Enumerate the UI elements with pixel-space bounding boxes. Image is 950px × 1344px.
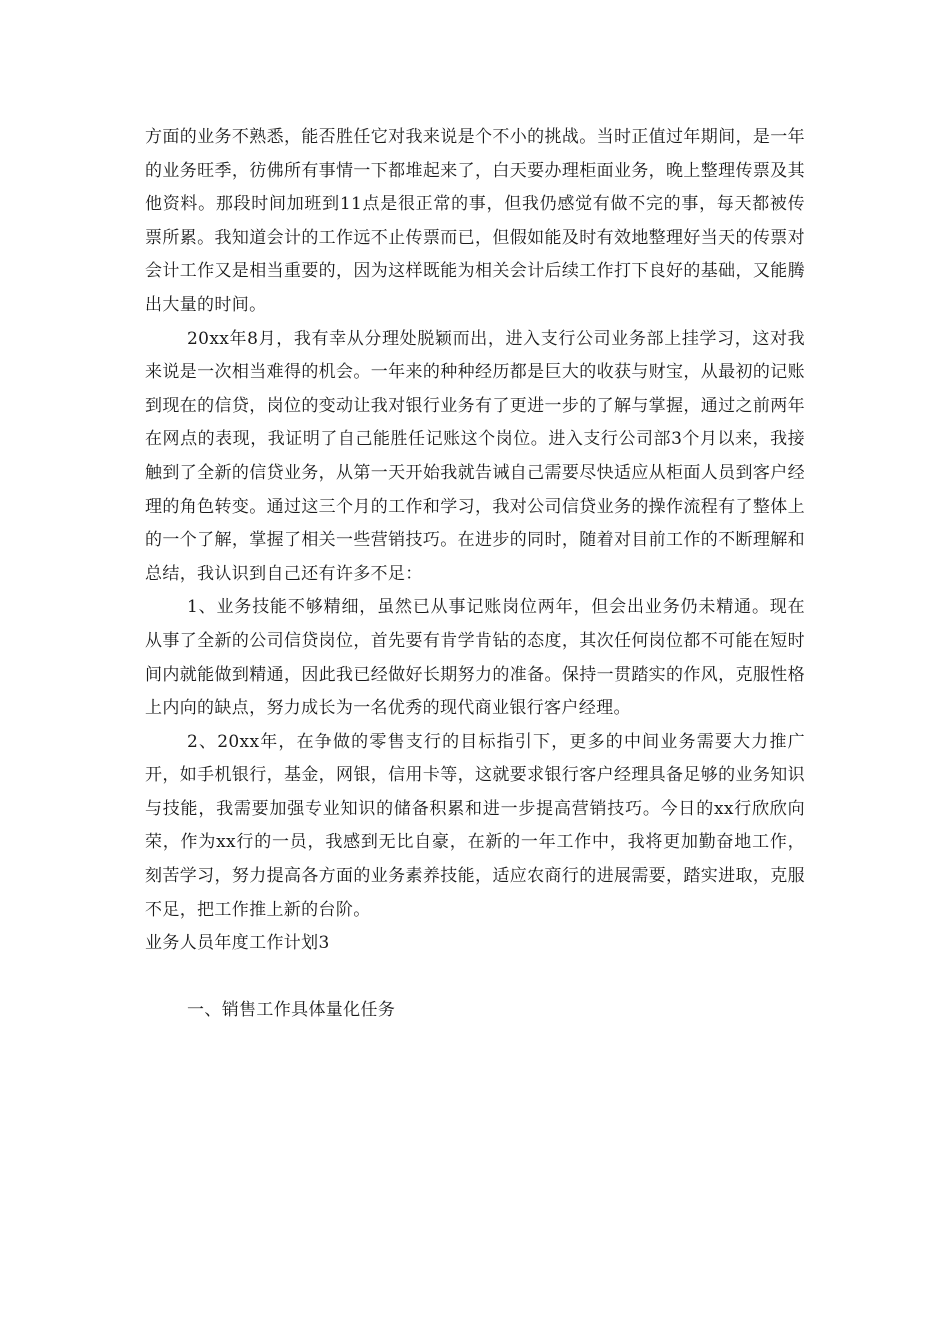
section-title: 一、销售工作具体量化任务 xyxy=(187,999,396,1020)
paragraph-point-1: 1、业务技能不够精细，虽然已从事记账岗位两年，但会出业务仍未精通。现在从事了全新的公司信贷岗位，首先要有肯学肯钻的态度，其次任何岗位都不可能在短时间内就能做到精通，因此我已经做好长期努力的准备。保持一贯踏实的作风，克服性格上内向的缺点，努力成长为一名优秀的现代商业银行客户经理。 xyxy=(145,597,805,719)
document-heading: 业务人员年度工作计划3 xyxy=(145,933,330,954)
paragraph-point-2: 2、20xx年，在争做的零售支行的目标指引下，更多的中间业务需要大力推广开，如手机银行，基金，网银，信用卡等，这就要求银行客户经理具备足够的业务知识与技能，我需要加强专业知识的储备积累和进一步提高营销技巧。今日的xx行欣欣向荣，作为xx行的一员，我感到无比自豪，在新的一年工作中，我将更加勤奋地工作，刻苦学习，努力提高各方面的业务素养技能，适应农商行的进展需要，踏实进取，克服不足，把工作推上新的台阶。 xyxy=(145,731,805,920)
paragraph-promotion: 20xx年8月，我有幸从分理处脱颖而出，进入支行公司业务部上挂学习，这对我来说是一次相当难得的机会。一年来的种种经历都是巨大的收获与财宝，从最初的记账到现在的信贷，岗位的变动让我对银行业务有了更进一步的了解与掌握，通过之前两年在网点的表现，我证明了自己能胜任记账这个岗位。进入支行公司部3个月以来，我接触到了全新的信贷业务，从第一天开始我就告诫自己需要尽快适应从柜面人员到客户经理的角色转变。通过这三个月的工作和学习，我对公司信贷业务的操作流程有了整体上的一个了解，掌握了相关一些营销技巧。在进步的同时，随着对目前工作的不断理解和总结，我认识到自己还有许多不足： xyxy=(145,328,805,584)
document-body xyxy=(145,121,805,1027)
paragraph-continuation: 方面的业务不熟悉，能否胜任它对我来说是个不小的挑战。当时正值过年期间，是一年的业务旺季，彷佛所有事情一下都堆起来了，白天要办理柜面业务，晚上整理传票及其他资料。那段时间加班到11点是很正常的事，但我仍感觉有做不完的事，每天都被传票所累。我知道会计的工作远不止传票而已，但假如能及时有效地整理好当天的传票对会计工作又是相当重要的，因为这样既能为相关会计后续工作打下良好的基础，又能腾出大量的时间。 xyxy=(145,127,805,315)
